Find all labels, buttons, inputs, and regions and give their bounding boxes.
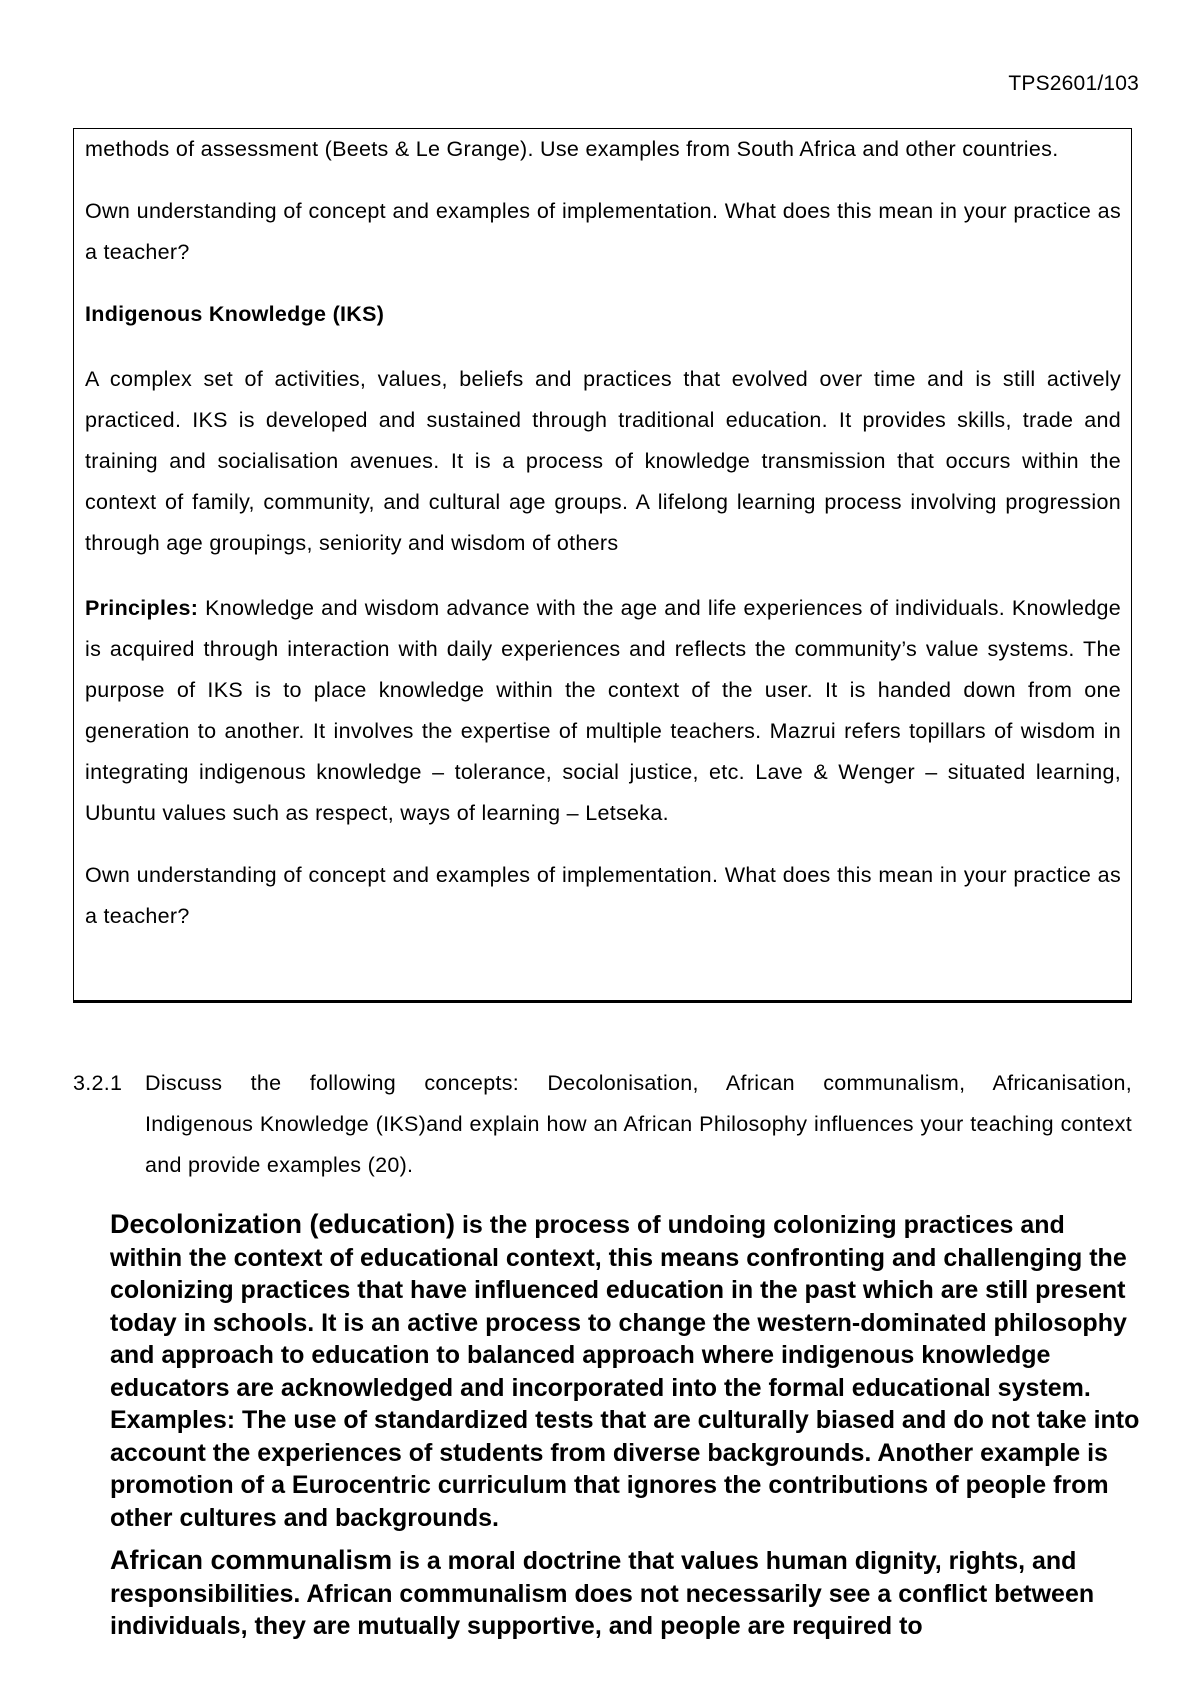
decolonization-paragraph	[110, 1208, 1142, 1534]
decolonization-text: is the process of undoing colonizing practices and within the context of educational context, this means confronting and challenging the colonizing practices that have influenced education in the past which are still present today in schools. It is an active process to change the western-dominated philosophy and approach to education to balanced approach where indigenous knowledge educators are acknowledged and incorporated into the formal educational system. Examples: The use of standardized tests that are culturally biased and do not take into account the experiences of students from diverse backgrounds. Another example is promotion of a Eurocentric curriculum that ignores the contributions of people from other cultures and backgrounds.	[110, 1211, 1140, 1532]
communalism-term: African communalism	[110, 1545, 393, 1575]
principles-label: Principles:	[85, 596, 199, 620]
principles-text: Knowledge and wisdom advance with the age and life experiences of individuals. Knowledge is acquired through interaction with daily experiences and reflects the community’s value systems. The purpose of IKS is to place knowledge within the context of the user. It is handed down from one generation to another. It involves the expertise of multiple teachers. Mazrui refers topillars of wisdom in integrating indigenous knowledge – tolerance, social justice, etc. Lave & Wenger – situated learning, Ubuntu values such as respect, ways of learning – Letseka.	[85, 596, 1121, 825]
communalism-text: is a moral doctrine that values human dignity, rights, and responsibilities. African communalism does not necessarily see a conflict between individuals, they are mutually supportive, and people are required to	[110, 1547, 1095, 1640]
question-text: Indigenous Knowledge (IKS)and explain how an African Philosophy influences your teaching context and provide examples (20).	[145, 1112, 1132, 1177]
iks-heading: Indigenous Knowledge (IKS)	[85, 302, 385, 326]
question-line-1: Discuss the following concepts: Decolonisation, African communalism, Africanisation,	[145, 1071, 1132, 1095]
own-understanding-paragraph: Own understanding of concept and examples of implementation. What does this mean in your practice as a teacher?	[85, 199, 1121, 264]
question-number: 3.2.1	[73, 1071, 123, 1095]
iks-definition-paragraph: A complex set of activities, values, beliefs and practices that evolved over time and is still actively practiced. IKS is developed and sustained through traditional education. It provides skills, trade and training and socialisation avenues. It is a process of knowledge transmission that occurs within the context of family, community, and cultural age groups. A lifelong learning process involving progression through age groupings, seniority and wisdom of others	[85, 367, 1121, 555]
course-code: TPS2601/103	[1008, 72, 1139, 95]
guideline-box	[73, 128, 1132, 1003]
guideline-box-content	[85, 129, 1121, 937]
answer-section	[110, 1208, 1142, 1643]
assessment-paragraph: methods of assessment (Beets & Le Grange). Use examples from South Africa and other countries.	[85, 137, 1059, 161]
decolonization-term: Decolonization (education)	[110, 1209, 456, 1239]
own-understanding-paragraph-2: Own understanding of concept and examples of implementation. What does this mean in your practice as a teacher?	[85, 863, 1121, 928]
communalism-paragraph	[110, 1544, 1142, 1643]
principles-paragraph	[85, 588, 1121, 834]
